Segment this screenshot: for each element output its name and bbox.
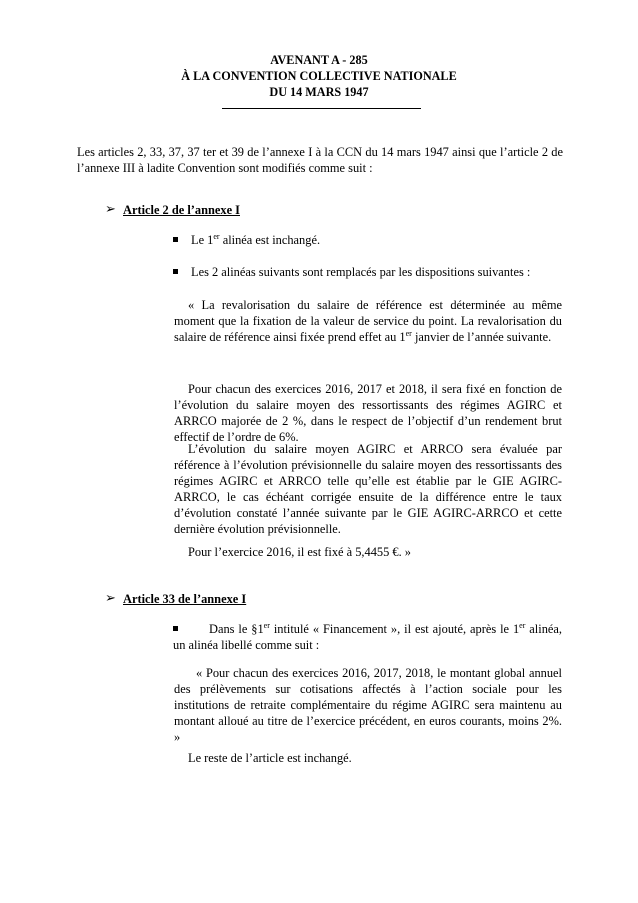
- header-line-1: AVENANT A - 285: [270, 53, 368, 67]
- header-line-3: DU 14 MARS 1947: [269, 85, 369, 99]
- bullet-text: Dans le §1er intitulé « Financement », il est ajouté, après le 1er alinéa, un alinéa libellé comme suit :: [173, 620, 562, 652]
- quoted-paragraph: L’évolution du salaire moyen AGIRC et ARRCO sera évaluée par référence à l’évolution prévisionnelle du salaire moyen des ressortissants des régimes AGIRC et ARRCO telle qu’elle est établie par le GIE AGIRC-ARRCO, le cas échéant corrigée ensuite de la différence entre le taux d’évolution constaté l’année suivante par le GIE AGIRC-ARRCO et cette dernière évolution prévisionnelle.: [174, 442, 562, 536]
- arrow-bullet-icon: ➢: [105, 591, 116, 606]
- header-line-2: À LA CONVENTION COLLECTIVE NATIONALE: [181, 69, 457, 83]
- list-item: [173, 232, 563, 250]
- bullet-text: Les 2 alinéas suivants sont remplacés par les dispositions suivantes :: [191, 265, 531, 279]
- square-bullet-icon: [173, 237, 178, 242]
- quoted-paragraph: Pour chacun des exercices 2016, 2017 et 2018, il sera fixé en fonction de l’évolution du salaire moyen des ressortissants des régimes AGIRC et ARRCO majorée de 2 %, dans le respect de l’objectif d’un rendement brut effectif de l’ordre de 6%.: [174, 382, 562, 444]
- list-item: [173, 621, 562, 653]
- section-title: Article 2 de l’annexe I: [123, 203, 240, 217]
- square-bullet-icon: [173, 269, 178, 274]
- bullet-text: Le 1er alinéa est inchangé.: [191, 231, 321, 247]
- closing-paragraph: Le reste de l’article est inchangé.: [188, 751, 352, 765]
- header-rule: [222, 108, 421, 109]
- section-title: Article 33 de l’annexe I: [123, 592, 247, 606]
- quoted-paragraph: « La revalorisation du salaire de référence est déterminée au même moment que la fixation de la valeur de service du point. La revalorisation du salaire de référence ainsi fixée prend effet au 1er janvier de l’année suivante.: [174, 298, 562, 344]
- quoted-paragraph: Pour l’exercice 2016, il est fixé à 5,4455 €. »: [188, 545, 411, 559]
- section-article-2: [105, 202, 405, 220]
- square-bullet-icon: [173, 626, 178, 631]
- intro-paragraph: Les articles 2, 33, 37, 37 ter et 39 de l’annexe I à la CCN du 14 mars 1947 ainsi que l’article 2 de l’annexe III à ladite Convention sont modifiés comme suit :: [77, 145, 563, 175]
- arrow-bullet-icon: ➢: [105, 202, 116, 217]
- section-article-33: [105, 591, 405, 609]
- quoted-paragraph: « Pour chacun des exercices 2016, 2017, 2018, le montant global annuel des prélèvements sur cotisations affectés à l’action sociale pour les institutions de retraite complémentaire du régime AGIRC sera maintenu au montant alloué au titre de l’exercice précédent, en euros courants, moins 2%. »: [174, 666, 562, 744]
- list-item: [173, 264, 563, 282]
